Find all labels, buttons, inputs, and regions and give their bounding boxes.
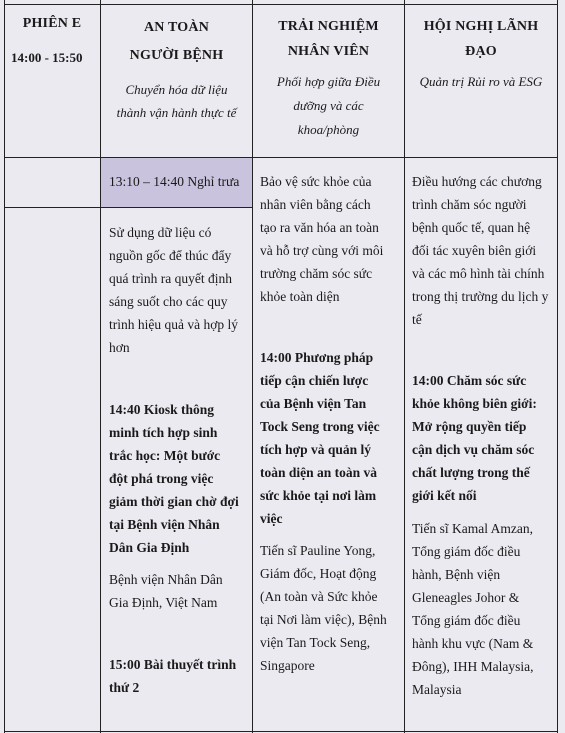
col1-talk2-title: 15:00 Bài thuyết trình thứ 2	[109, 657, 237, 695]
col3-talk-title: 14:00 Chăm sóc sức khỏe không biên giới: Mở rộng quyền tiếp cận dịch vụ chăm sóc chất lượng trong thế giới kết nối	[412, 373, 537, 503]
col3-intro: Điều hướng các chương trình chăm sóc người bệnh quốc tế, quan hệ đối tác xuyên biên giới và các mô hình tài chính trong thị trường du lịch y tế	[412, 174, 549, 327]
grid-line	[4, 4, 558, 5]
col2-talk-title: 14:00 Phương pháp tiếp cận chiến lược của Bệnh viện Tan Tock Seng trong việc tích hợp và quản lý toàn diện an toàn và sức khỏe tại nơi làm việc	[260, 350, 380, 526]
col3-speaker: Tiến sĩ Kamal Amzan, Tổng giám đốc điều hành, Bệnh viện Gleneagles Johor & Tổng giám đốc điều hành khu vực (Nam & Đông), IHH Malaysia, Malaysia	[412, 521, 534, 697]
lunch-break-text: 13:10 – 14:40 Nghỉ trưa	[109, 174, 240, 189]
column-subtitle-patient-safety: Chuyển hóa dữ liệu thành vận hành thực tế	[116, 82, 237, 120]
grid-line	[404, 0, 405, 733]
column-title-staff-experience: TRẢI NGHIỆM NHÂN VIÊN	[278, 19, 379, 59]
grid-line	[4, 157, 558, 158]
col1-talk-title: 14:40 Kiosk thông minh tích hợp sinh trắc học: Một bước đột phá trong việc giảm thời gian chờ đợi tại Bệnh viện Nhân Dân Gia Định	[109, 402, 239, 555]
grid-line	[557, 0, 558, 733]
grid-line	[4, 731, 558, 732]
column-title-leadership-summit: HỘI NGHỊ LÃNH ĐẠO	[423, 19, 539, 59]
grid-line	[4, 0, 5, 733]
session-time: 14:00 - 15:50	[11, 50, 83, 65]
col2-speaker: Tiến sĩ Pauline Yong, Giám đốc, Hoạt động (An toàn và Sức khỏe tại Nơi làm việc), Bệnh viện Tan Tock Seng, Singapore	[260, 543, 387, 673]
col2-intro: Bảo vệ sức khỏe của nhân viên bằng cách tạo ra văn hóa an toàn và hỗ trợ cùng với môi trường chăm sóc sức khỏe toàn diện	[260, 174, 384, 304]
session-label: PHIÊN E	[22, 16, 82, 31]
column-title-patient-safety: AN TOÀN NGƯỜI BỆNH	[129, 20, 224, 63]
grid-line	[4, 207, 253, 208]
col1-talk-org: Bệnh viện Nhân Dân Gia Định, Việt Nam	[109, 572, 223, 610]
col1-intro: Sử dụng dữ liệu có nguồn gốc để thúc đẩy quá trình ra quyết định sáng suốt cho các quy trình hiệu quả và hợp lý hơn	[109, 225, 238, 355]
column-subtitle-leadership-summit: Quản trị Rủi ro và ESG	[419, 74, 543, 89]
column-subtitle-staff-experience: Phối hợp giữa Điều dưỡng và các khoa/phòng	[276, 74, 381, 137]
